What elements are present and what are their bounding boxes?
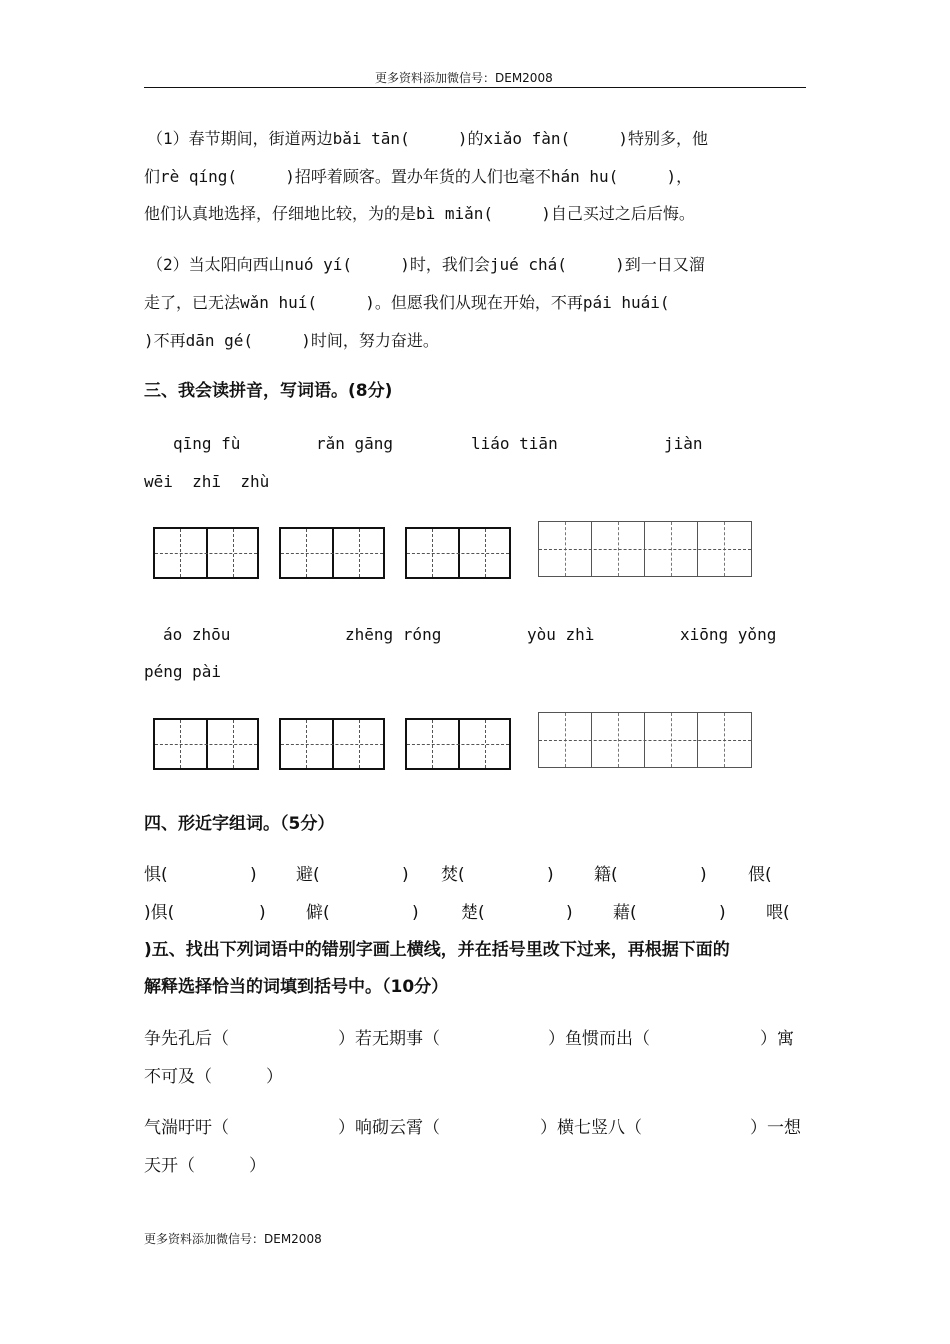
q1-line-1: （1）春节期间，街道两边bǎi tān( )的xiǎo fàn( )特别多，他 [147,129,708,148]
q2-line-2: 走了，已无法wǎn huí( )。但愿我们从现在开始，不再pái huái( [144,293,670,312]
char-item: ) [566,903,573,923]
char-item: ) [547,865,554,885]
writing-grid[interactable] [153,527,259,579]
writing-grid[interactable] [405,527,511,579]
q2-line-3: )不再dān gé( )时间，努力奋进。 [144,331,439,350]
page-footer: 更多资料添加微信号：DEM2008 [144,1232,322,1246]
section5-title-1: )五、找出下列词语中的错别字画上横线，并在括号里改下过来，再根据下面的 [144,940,730,960]
char-item: 楚( [461,903,485,923]
q1-line-3: 他们认真地选择，仔细地比较，为的是bì miǎn( )自己买过之后后悔。 [144,204,695,223]
char-item: ) [402,865,409,885]
char-item: 偎( [748,865,772,885]
word-item: ）横七竖八（ [540,1118,642,1138]
char-item: 僻( [306,903,330,923]
pinyin-1-4: jiàn [664,434,703,453]
char-item: ) [412,903,419,923]
header-rule [144,87,806,88]
pinyin-2-1: áo zhōu [163,625,231,644]
section5-title-2: 解释选择恰当的词填到括号中。（10分） [144,977,449,997]
writing-grid[interactable] [279,718,385,770]
char-item: 焚( [441,865,465,885]
q2-line-1: （2）当太阳向西山nuó yí( )时，我们会jué chá( )到一日又溜 [147,255,705,274]
writing-grid-wide[interactable] [538,521,752,577]
section4-title: 四、形近字组词。（5分） [144,814,335,834]
pinyin-1-2: rǎn gāng [316,434,394,453]
char-item: 藉( [613,903,637,923]
writing-grid[interactable] [279,527,385,579]
writing-grid[interactable] [405,718,511,770]
char-item: ) [250,865,257,885]
pinyin-1-1: qīng fù [173,434,241,453]
word-item: 争先孔后（ [144,1029,229,1049]
char-item: 惧( [144,865,168,885]
q1-line-2: 们rè qíng( )招呼着顾客。置办年货的人们也毫不hán hu( )， [144,167,693,186]
word-item: ）鱼惯而出（ [548,1029,650,1049]
writing-grid-wide[interactable] [538,712,752,768]
word-item: 不可及（ ） [144,1067,284,1087]
pinyin-1-5: wēi zhī zhù [144,472,270,491]
section3-title: 三、我会读拼音，写词语。(8分) [144,381,393,401]
pinyin-2-5: péng pài [144,662,222,681]
char-item: )俱( [144,903,175,923]
char-item: 籍( [594,865,618,885]
char-item: ) [700,865,707,885]
pinyin-2-3: yòu zhì [527,625,595,644]
writing-grid[interactable] [153,718,259,770]
word-item: ）一想 [750,1118,801,1138]
pinyin-2-2: zhēng róng [345,625,442,644]
char-item: 喂( [766,903,790,923]
word-item: ）寓 [760,1029,794,1049]
pinyin-2-4: xiōng yǒng [680,625,777,644]
char-item: ) [719,903,726,923]
page-header: 更多资料添加微信号：DEM2008 [375,71,553,85]
word-item: ）响砌云霄（ [338,1118,440,1138]
word-item: 气湍吁吁（ [144,1118,229,1138]
char-item: ) [259,903,266,923]
word-item: 天开（ ） [144,1156,267,1176]
char-item: 避( [296,865,320,885]
word-item: ）若无期事（ [338,1029,440,1049]
pinyin-1-3: liáo tiān [471,434,558,453]
